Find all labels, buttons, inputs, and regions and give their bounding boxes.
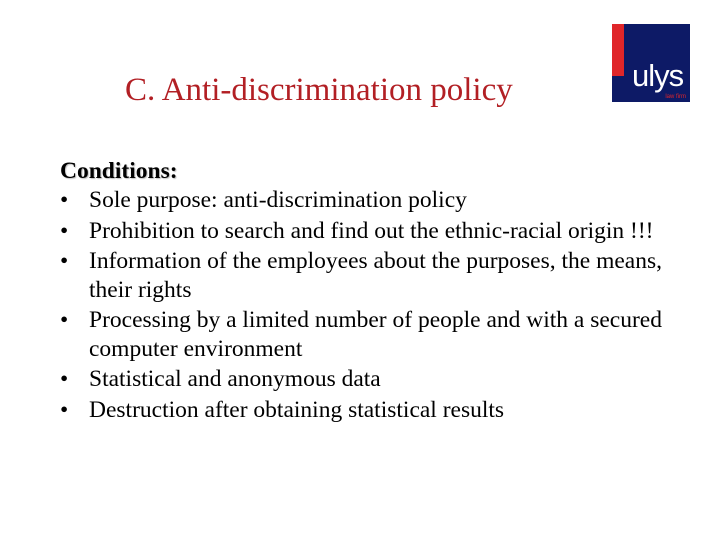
list-item: [60, 306, 670, 363]
bullet-icon: •: [60, 366, 69, 392]
list-item-text: Sole purpose: anti-discrimination policy: [89, 187, 467, 213]
logo-red-bar: [612, 24, 624, 76]
list-item-text: Statistical and anonymous data: [89, 366, 381, 392]
slide-content: [60, 156, 670, 426]
logo-tagline: law firm: [665, 94, 686, 100]
bullet-icon: •: [60, 396, 69, 423]
list-item: [60, 365, 670, 394]
list-item-text: Destruction after obtaining statistical results: [89, 396, 505, 423]
list-item: [60, 217, 670, 246]
list-item-text: Processing by a limited number of people and with a secured computer environment: [89, 307, 662, 362]
bullet-icon: •: [60, 248, 69, 274]
list-item-text: Prohibition to search and find out the ethnic-racial origin !!!: [89, 217, 654, 244]
list-item-text: Information of the employees about the purposes, the means, their rights: [89, 248, 662, 303]
slide-title: C. Anti-discrimination policy: [125, 72, 513, 108]
conditions-list: [60, 186, 670, 424]
list-item: [60, 247, 670, 304]
conditions-heading: Conditions:: [60, 158, 178, 184]
list-item: [60, 396, 670, 425]
list-item: [60, 186, 670, 215]
bullet-icon: •: [60, 307, 69, 333]
bullet-icon: •: [60, 187, 69, 213]
logo-wordmark: ulys: [632, 58, 684, 93]
bullet-icon: •: [60, 217, 69, 244]
ulys-logo: [612, 24, 690, 102]
